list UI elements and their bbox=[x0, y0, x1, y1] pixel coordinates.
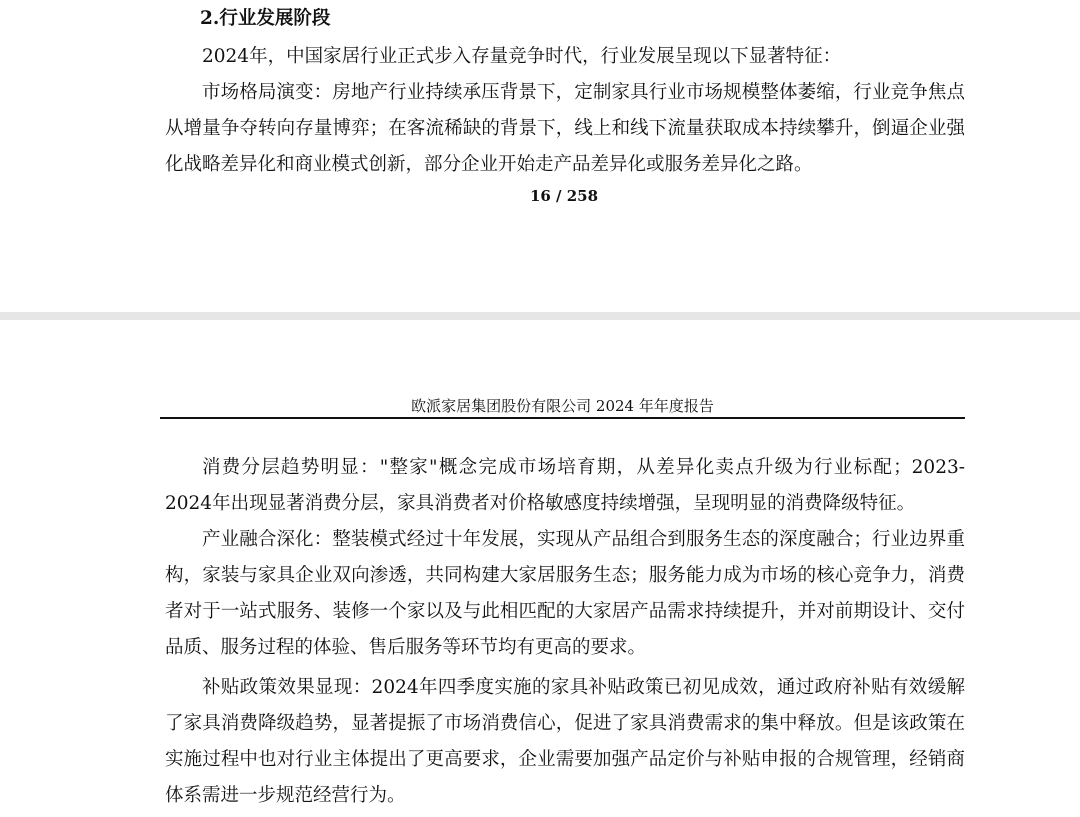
subsidy-policy-paragraph: 补贴政策效果显现：2024年四季度实施的家具补贴政策已初见成效，通过政府补贴有效缓解了家具消费降级趋势，显著提振了市场消费信心，促进了家具消费需求的集中释放。但是该政策在实施过程中也对行业主体提出了更高要求，企业需要加强产品定价与补贴申报的合规管理，经销商体系需进一步规范经营行为。 bbox=[165, 677, 965, 806]
section-heading: 2.行业发展阶段 bbox=[200, 8, 331, 29]
intro-paragraph: 2024年，中国家居行业正式步入存量竞争时代，行业发展呈现以下显著特征： bbox=[202, 46, 842, 67]
consumption-paragraph: 消费分层趋势明显："整家"概念完成市场培育期，从差异化卖点升级为行业标配；2023-2024年出现显著消费分层，家具消费者对价格敏感度持续增强，呈现明显的消费降级特征。 bbox=[165, 457, 965, 514]
market-structure-paragraph: 市场格局演变：房地产行业持续承压背景下，定制家具行业市场规模整体萎缩，行业竞争焦点从增量争夺转向存量博弈；在客流稀缺的背景下，线上和线下流量获取成本持续攀升，倒逼企业强化战略差异化和商业模式创新，部分企业开始走产品差异化或服务差异化之路。 bbox=[165, 82, 965, 175]
page-number: 16 / 258 bbox=[529, 187, 599, 205]
running-header: 欧派家居集团股份有限公司 2024 年年度报告 bbox=[411, 397, 714, 415]
industry-integration-paragraph: 产业融合深化：整装模式经过十年发展，实现从产品组合到服务生态的深度融合；行业边界重构，家装与家具企业双向渗透，共同构建大家居服务生态；服务能力成为市场的核心竞争力，消费者对于一站式服务、装修一个家以及与此相匹配的大家居产品需求持续提升，并对前期设计、交付品质、服务过程的体验、售后服务等环节均有更高的要求。 bbox=[165, 529, 965, 658]
header-rule bbox=[160, 417, 965, 419]
page-separator bbox=[0, 312, 1080, 320]
document-page-17 bbox=[0, 320, 1080, 817]
document-page-16 bbox=[0, 0, 1080, 312]
